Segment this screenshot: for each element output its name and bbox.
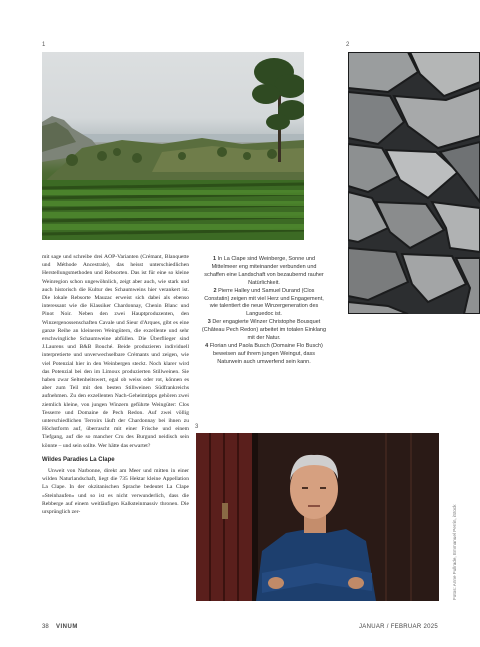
- caption-number: 1: [212, 256, 217, 262]
- body-paragraph: mit sage und schreibe drei AOP-Varianten (Crémant, Blanquette und Méthode Ancestrale), das heisst unterschiedlichen Herstellungsmethoden und Rebsorten. Das ist für eine so kleine Weinregion schon ungewöhnlich, zeigt aber auch, wie stark und auch historisch die Kultur des Schaumweins hier verankert ist. Die lokale Rebsorte Mauzac erweist sich dabei als ebenso interessant wie die Klassiker Chardonnay, Chenin Blanc und Pinot Noir. Neben den zwei Hauptproduzenten, den Winzergenossenschaften Cavale und Sieur d'Arques, gibt es eine ganze Reihe an kleineren Weingütern, die exzellente und sehr erschwingliche Schaumweine abfüllen. Die Überflieger sind J.Laurens und B&B Bouché. Beide produzieren individuell interpretierte und unverwechselbare Crémants und zeigen, wie viel Potenzial hier in den Weinbergen steckt. Noch klarer wird das Potenzial bei den im Limoux produzierten Stillweinen. Sie haben zwar Seltenheitswert, egal ob weiss oder rot, können es aber zum Teil mit den besten Stillweinen Südfrankreichs aufnehmen. Zu den exzellenten Nach-Geheimtipps gehören zwei ziemlich kleine, von jungen Winzern geführte Weingüter: Clos Tesserre und Domaine de Pech Redon. Auf zwei völlig unterschiedlichen Terroirs läuft der Chardonnay bei ihnen zu Höchstform auf, überrascht mit einer Frische und einem Tiefgang, auf die so mancher Cru des Burgund neidisch sein könnte – und sein sollte. Wer hätte das erwartet?: [42, 254, 189, 449]
- caption-number: 3: [207, 319, 211, 326]
- magazine-name: VINUM: [56, 624, 78, 630]
- caption-2: [201, 288, 327, 320]
- article-body-column: [42, 253, 189, 628]
- section-subheading: Wildes Paradies La Clape: [42, 456, 115, 463]
- caption-1: [201, 256, 327, 288]
- caption-number: 2: [213, 287, 217, 294]
- photo-captions: [201, 256, 327, 367]
- caption-4: [201, 343, 327, 367]
- photo-number-2: 2: [346, 42, 350, 48]
- page-footer: [42, 624, 438, 634]
- page-number: 38: [42, 624, 49, 630]
- caption-3: [201, 319, 327, 343]
- photo-credit: Fotos: Anne Fullrade, Emmanuel Perrin, iStock: [452, 504, 457, 600]
- caption-text: Florian und Paola Busch (Domaine Flo Busch) beweisen auf ihrem jungen Weingut, dass Naturwein auch umwerfend sein kann.: [208, 342, 323, 365]
- photo-number-1: 1: [42, 42, 46, 48]
- vineyard-landscape-photo: [42, 52, 304, 240]
- stone-wall-photo: [348, 52, 480, 314]
- caption-text: Der engagierte Winzer Christophe Bousquet (Château Pech Redon) arbeitet im totalen Einklang mit der Natur.: [201, 319, 327, 342]
- caption-text: In La Clape sind Weinberge, Sonne und Mittelmeer eng miteinander verbunden und schaffen eine Landschaft von bezaubernd rauher Natürlichkeit.: [204, 256, 324, 286]
- caption-number: 4: [205, 342, 209, 349]
- winemaker-portrait-photo: [196, 433, 439, 601]
- photo-number-3: 3: [195, 424, 199, 430]
- issue-date: JANUAR / FEBRUAR 2025: [359, 624, 438, 630]
- caption-text: Pierre Halley und Samuel Durand (Clos Constatin) zeigen mit viel Herz und Engagement, wie talentiert die neue Winzergeneration des Languedoc ist.: [204, 287, 324, 318]
- body-paragraph: Unweit von Narbonne, direkt am Meer und mitten in einer wilden Naturlandschaft, liegt die 735 Hektar kleine Appellation La Clape. In der okzitanischen Sprache bedeutet La Clape «Steinhaufen» und so ist es nicht verwunderlich, dass die Rebberge auf einem weitläufigen Kalksteinmassiv thronen. Die ursprünglich zer-: [42, 468, 189, 516]
